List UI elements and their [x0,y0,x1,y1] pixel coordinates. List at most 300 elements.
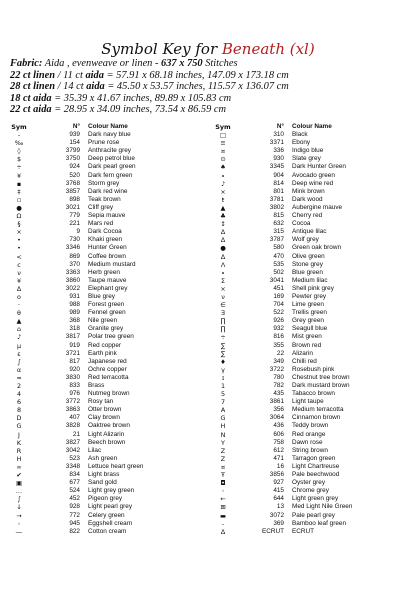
key-row [210,261,406,269]
thread-number: 21 [72,430,80,438]
key-row [6,317,202,325]
symbol-glyph: ▣ [15,479,23,488]
symbol-glyph: ♪ [220,179,226,188]
colour-name: Dark Cocoa [88,228,122,236]
thread-number: 3772 [65,398,80,406]
thread-number: 817 [69,357,80,365]
key-row [6,455,202,463]
thread-number: 3802 [269,203,284,211]
symbol-glyph: Λ [220,260,226,269]
symbol-glyph: 1 [220,382,226,390]
colour-name: Forest green [88,301,125,309]
colour-name: Storm grey [88,179,120,187]
colour-name: Anthracite grey [88,147,131,155]
symbol-glyph: ↓ [16,503,22,512]
fabric-label: Fabric: [10,58,43,69]
colour-name: Sand gold [88,479,117,487]
key-row [210,487,406,495]
key-row [210,301,406,309]
key-row [6,374,202,382]
colour-name: Pewter grey [292,292,327,300]
colour-name: Seagull blue [292,325,328,333]
colour-name: Earth pink [88,349,117,357]
colour-name: Red terracotta [88,373,129,381]
thread-number: 221 [69,220,80,228]
key-row [6,228,202,236]
thread-number: 3799 [65,147,80,155]
symbol-glyph: × [220,284,226,293]
symbol-glyph: ∏ [220,317,226,326]
symbol-glyph: ― [15,527,23,536]
symbol-glyph: θ [17,309,21,318]
key-row [6,212,202,220]
key-row [6,350,202,358]
size-line [10,93,410,105]
key-row [210,253,406,261]
thread-number: 606 [273,430,284,438]
key-row [6,358,202,366]
key-row [6,414,202,422]
colour-name: Deep wine red [292,179,334,187]
symbol-glyph: G [220,414,226,423]
colour-name: Otter brown [88,406,122,414]
key-row [6,244,202,252]
symbol-glyph: ∆ [220,228,226,237]
key-row [6,196,202,204]
key-row [210,309,406,317]
thread-number: 782 [273,382,284,389]
key-row [210,479,406,487]
symbol-glyph: 7 [220,398,226,407]
colour-name: Medium lilac [292,276,328,284]
key-row [210,244,406,252]
colour-name: Grey green [292,317,324,325]
colour-name: Red copper [88,341,122,349]
colour-name: Aubergine mauve [292,203,343,211]
symbol-glyph: ∫ [17,495,21,504]
thread-number: 523 [69,454,80,462]
key-row [210,528,406,536]
key-row [6,285,202,293]
header-num: N° [276,123,284,130]
symbol-glyph: ν [17,268,21,277]
stitch-suffix: Stitches [202,58,238,69]
size-count: 18 ct [10,92,31,104]
colour-name: Pale pearl grey [292,511,335,519]
symbol-glyph: ŧ [221,195,225,204]
colour-name: Khaki green [88,236,123,244]
key-row [6,439,202,447]
colour-name: Lime green [292,301,324,309]
thread-number: 644 [273,495,284,503]
key-row [6,293,202,301]
colour-name: Medium terracotta [292,406,344,414]
symbol-glyph: H [220,422,226,431]
symbol-glyph: ● [220,244,226,253]
thread-number: 524 [69,487,80,495]
key-row [210,139,406,147]
key-row [210,422,406,430]
thread-number: 928 [69,503,80,511]
symbol-glyph: ◦ [17,519,21,528]
thread-number: 3348 [65,462,80,470]
key-row [210,358,406,366]
colour-name: Green oak brown [292,244,342,252]
symbol-glyph: R [16,446,22,455]
colour-name: Alizarin [292,349,313,357]
thread-number: 3856 [269,471,284,479]
thread-number: 816 [273,333,284,341]
colour-name: Cliff grey [88,203,114,211]
key-row [6,528,202,536]
key-row [6,269,202,277]
key-row [6,487,202,495]
header-name: Colour Name [88,123,128,130]
thread-number: 3857 [65,187,80,195]
size-fabric-b: aida [86,81,105,93]
thread-number: 730 [69,236,80,244]
symbol-glyph: - [17,131,21,140]
colour-name: Elephant grey [88,284,128,292]
thread-number: 945 [69,519,80,527]
key-row [6,163,202,171]
colour-name: Brown red [292,341,322,349]
symbol-glyph: ▲ [16,317,22,326]
colour-name: Oyster grey [292,479,326,487]
thread-number: 22 [276,349,284,357]
colour-name: Dark mustard brown [292,382,350,389]
symbol-glyph: ◘ [220,479,226,488]
key-row [210,147,406,155]
key-row [210,350,406,358]
title-pattern-name: Beneath (xl) [221,40,315,58]
thread-number: 3041 [269,276,284,284]
colour-name: Red orange [292,430,326,438]
thread-number: 452 [69,495,80,503]
colour-name: Dark fern green [88,171,133,179]
key-row [6,261,202,269]
key-row [6,342,202,350]
symbol-glyph: • [17,244,21,253]
key-row [6,431,202,439]
symbol-glyph: ▪ [16,179,22,188]
thread-number: 919 [69,341,80,349]
colour-name: Beech brown [88,438,126,446]
thread-number: 927 [273,479,284,487]
symbol-glyph: ▬ [219,511,227,520]
thread-number: 522 [273,309,284,317]
symbol-glyph: ⊙ [220,155,226,164]
symbol-glyph: - [221,519,225,528]
key-row [6,277,202,285]
thread-number: 310 [273,131,284,139]
key-column-right [210,123,406,536]
key-row [6,172,202,180]
key-row [210,382,406,390]
size-count: 22 ct [10,69,31,81]
symbol-glyph: ⊞ [220,503,226,512]
header-name: Colour Name [292,123,332,130]
key-row [210,317,406,325]
size-fabric-a: linen [33,81,56,93]
header-sym: Sym [11,123,27,131]
thread-number: 930 [273,155,284,163]
key-row [6,495,202,503]
thread-number: 336 [273,147,284,155]
key-row [6,253,202,261]
colour-name: ECRUT [292,527,315,535]
thread-number: 3346 [65,244,80,252]
colour-name: Ochre copper [88,365,127,373]
colour-name: Dark red wine [88,187,128,195]
thread-number: 369 [273,519,284,527]
colour-name: Prune rose [88,139,120,147]
colour-name: Lettuce heart green [88,462,144,470]
symbol-glyph: H [16,454,22,463]
colour-name: Blue green [292,268,323,276]
key-row [6,188,202,196]
thread-number: 520 [69,171,80,179]
key-row [6,180,202,188]
thread-number: 3787 [269,236,284,244]
symbol-glyph: ← [220,495,226,504]
thread-number: 833 [69,382,80,389]
symbol-glyph: ∙ [220,171,225,180]
thread-number: 904 [273,171,284,179]
colour-name: Cotton cream [88,527,127,535]
key-row [6,301,202,309]
colour-name: Herb green [88,268,120,276]
symbol-glyph: 6 [16,398,22,407]
thread-number: 3721 [65,349,80,357]
key-row [6,463,202,471]
key-row [210,172,406,180]
thread-number: 822 [69,527,80,535]
thread-number: 3827 [65,438,80,446]
thread-number: 834 [69,471,80,479]
symbol-glyph: ◊ [17,147,21,156]
thread-number: 3768 [65,179,80,187]
key-row [210,463,406,471]
thread-number: 3863 [65,406,80,414]
thread-number: 154 [69,139,80,147]
colour-name: Avocado green [292,171,335,179]
symbol-glyph: ≡ [220,139,226,148]
thread-number: 435 [273,390,284,398]
symbol-glyph: c [17,260,21,269]
colour-name: Celery green [88,511,125,519]
symbol-glyph: ∑ [220,349,226,358]
colour-name: Ash green [88,454,118,462]
symbol-glyph: ⌂ [16,325,22,334]
symbol-glyph: ≈ [16,373,22,382]
key-row [6,520,202,528]
thread-number: 3022 [65,284,80,292]
symbol-glyph: ÷ [220,333,226,342]
symbol-glyph: ‰ [14,139,24,148]
symbol-glyph: ● [16,203,22,212]
thread-number: 580 [273,244,284,252]
colour-name: Fennel green [88,309,126,317]
key-row [6,309,202,317]
title-prefix: Symbol Key for [101,40,218,58]
colour-name: Light taupe [292,398,324,406]
key-row [210,503,406,511]
colour-name: Eggshell cream [88,519,133,527]
colour-name: Medium mustard [88,260,136,268]
colour-name: Sepia mauve [88,212,126,220]
symbol-glyph: ♠ [220,163,226,172]
colour-name: Polar tree green [88,333,134,341]
colour-name: Med Light Nile Green [292,503,353,511]
symbol-glyph: ¥ [16,171,22,180]
thread-number: 989 [69,309,80,317]
symbol-glyph: ¥ [16,276,22,285]
key-row [6,503,202,511]
symbol-glyph: ∫ [17,357,21,366]
thread-number: 931 [69,292,80,300]
symbol-glyph: Ǝ [220,309,226,318]
symbol-glyph: ∆ [220,252,226,261]
colour-name: Dark wood [292,195,323,203]
thread-number: 315 [273,228,284,236]
colour-name: Ebony [292,139,311,147]
thread-number: 3722 [269,365,284,373]
column-header-row [210,123,406,131]
key-row [210,131,406,139]
colour-name: Lilac [88,446,102,454]
key-row [210,406,406,414]
key-row [6,236,202,244]
symbol-glyph: × [16,228,22,237]
key-row [210,512,406,520]
colour-name: Dark navy blue [88,131,131,139]
thread-number: 3781 [269,195,284,203]
colour-name: Dawn rose [292,438,323,446]
symbol-glyph: ÷ [16,163,22,172]
key-row [210,398,406,406]
size-fabric-b: aida [33,92,52,104]
symbol-glyph: ♪ [16,333,22,342]
key-row [210,196,406,204]
key-row [210,277,406,285]
colour-name: Light grey green [88,487,135,495]
size-line [10,104,410,116]
colour-name: Indigo blue [292,147,324,155]
key-row [210,163,406,171]
symbol-glyph: ◦ [221,487,225,496]
symbol-glyph: Σ [220,276,226,285]
colour-name: Teak brown [88,195,121,203]
size-list [10,70,410,116]
colour-name: Slate grey [292,155,321,163]
thread-number: 3750 [65,155,80,163]
key-row [210,204,406,212]
symbol-glyph: ∈ [220,301,226,310]
thread-number: 988 [69,301,80,309]
colour-name: Rosy tan [88,398,114,406]
thread-number: 3072 [269,511,284,519]
symbol-glyph: Ω [16,212,22,221]
thread-number: 451 [273,284,284,292]
colour-name: String brown [292,446,328,454]
thread-number: 370 [69,260,80,268]
key-row [210,520,406,528]
colour-name: Nutmeg brown [88,390,130,398]
symbol-glyph: ∆ [220,236,226,245]
thread-number: 612 [273,446,284,454]
key-row [6,398,202,406]
symbol-glyph: ∞ [16,462,22,471]
symbol-glyph: γ [221,365,225,374]
key-row [6,366,202,374]
fabric-text: Aida , evenweave or linen - [44,58,162,69]
symbol-glyph: ∑ [220,341,226,350]
symbol-glyph: o [17,292,21,301]
colour-name: Cinnamon brown [292,414,341,422]
symbol-glyph: 4 [16,390,22,399]
thread-number: 470 [273,252,284,260]
key-row [6,325,202,333]
symbol-glyph: ɪ [221,373,225,382]
symbol-glyph: 8 [16,406,22,415]
colour-name: Tarragon green [292,454,336,462]
symbol-glyph: N [220,430,226,439]
symbol-glyph: ¤ [220,147,226,156]
thread-number: 939 [69,131,80,139]
symbol-glyph: α [16,365,22,374]
colour-name: Rosebush pink [292,365,335,373]
column-header-row [6,123,202,131]
colour-name: Clay brown [88,414,120,422]
colour-name: Light green grey [292,495,339,503]
key-row [210,342,406,350]
key-row [210,325,406,333]
colour-name: Japanese red [88,357,127,365]
colour-name: Oaktree brown [88,422,130,430]
symbol-glyph: 5 [220,390,226,399]
thread-number: 471 [273,454,284,462]
colour-name: Hunter Green [88,244,127,252]
symbol-glyph: A [220,406,226,415]
symbol-glyph: $ [16,155,22,164]
fabric-info [10,58,410,116]
key-row [6,204,202,212]
symbol-glyph: < [16,252,22,261]
thread-number: 3021 [65,203,80,211]
thread-number: 976 [69,390,80,398]
symbol-glyph: ♦ [220,357,226,366]
key-row [210,455,406,463]
colour-name: Nile green [88,317,118,325]
colour-name: Teddy brown [292,422,329,430]
symbol-glyph: ∆ [220,527,226,536]
key-row [6,479,202,487]
stitch-count: 637 x 750 [161,58,203,69]
symbol-glyph: · [17,301,21,310]
thread-number: 9 [76,228,80,236]
colour-name: Cocoa [292,220,311,228]
colour-name: Deep petrol blue [88,155,135,163]
symbol-glyph: ε [17,349,21,358]
key-column-left [6,123,202,536]
thread-number: 407 [69,414,80,422]
size-count: 28 ct [10,81,31,93]
thread-number: 356 [273,406,284,414]
key-row [6,471,202,479]
size-dims: = 57.91 x 68.18 inches, 147.09 x 173.18 cm [103,69,289,81]
thread-number: 677 [69,479,80,487]
